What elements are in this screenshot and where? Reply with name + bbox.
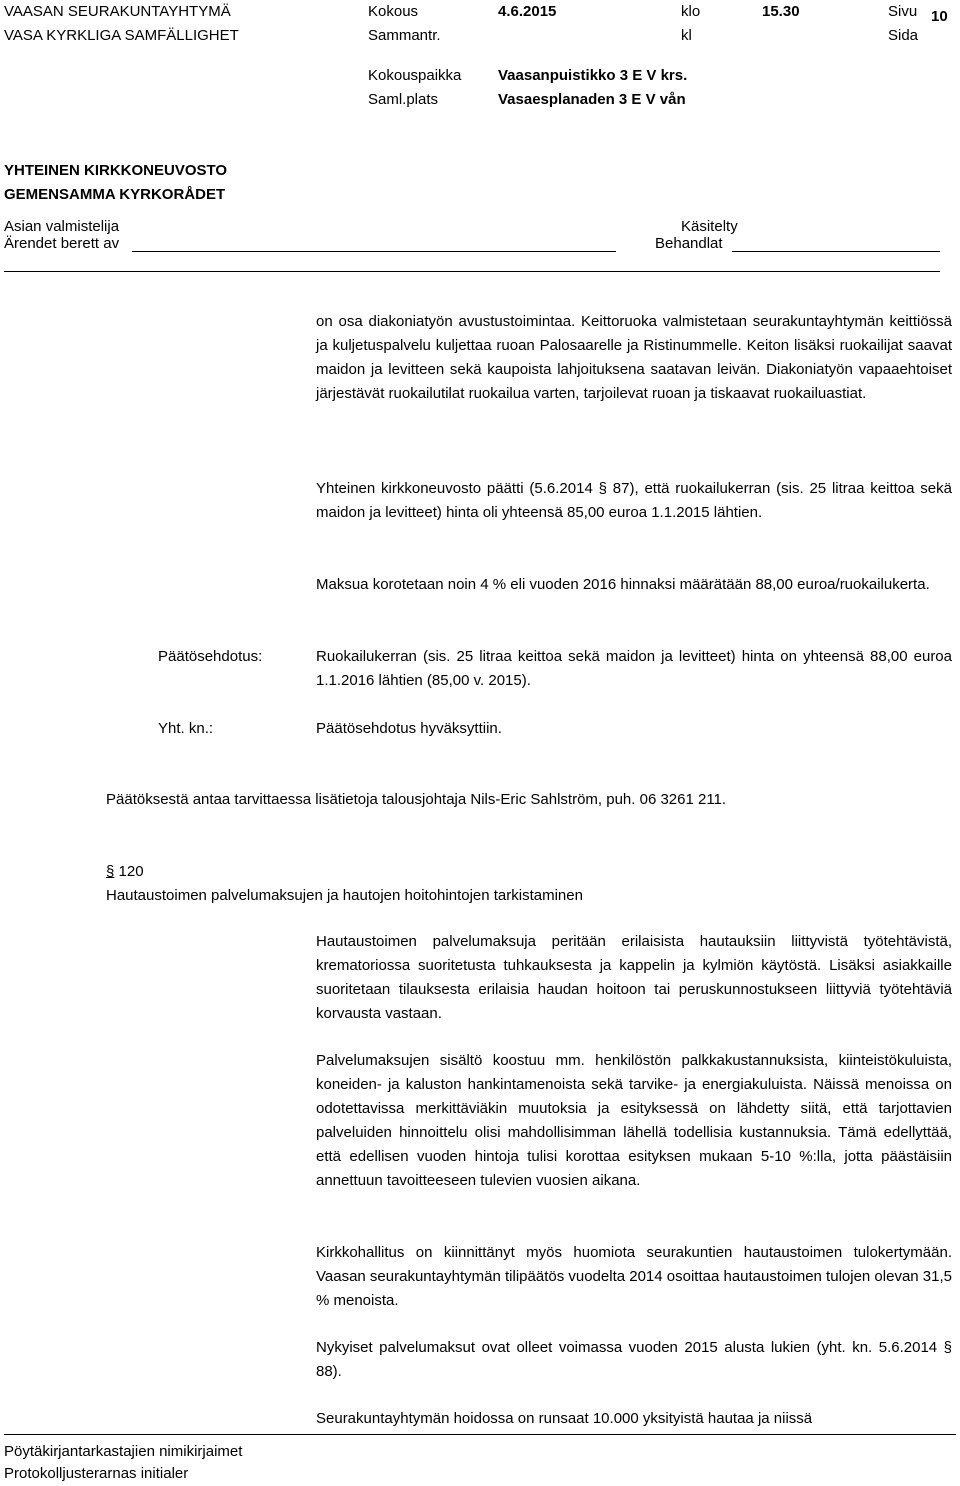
proposal-text: Ruokailukerran (sis. 25 litraa keittoa sekä maidon ja levitteet) hinta on yhteensä 88,00 euroa 1.1.2016 lähtien (85,00 v. 2015). <box>316 648 952 689</box>
body-name-sv: GEMENSAMMA KYRKORÅDET <box>4 186 226 203</box>
section1-paragraph-2: Yhteinen kirkkoneuvosto päätti (5.6.2014 § 87), että ruokailukerran (sis. 25 litraa keittoa sekä maidon ja levitteet) hinta oli yhteensä 85,00 euroa 1.1.2015 lähtien. <box>316 480 952 521</box>
section-mark: § <box>106 863 115 880</box>
section-number: 120 <box>118 863 144 880</box>
proposal-label: Päätösehdotus: <box>158 648 263 665</box>
contact-note: Päätöksestä antaa tarvittaessa lisätietoja talousjohtaja Nils-Eric Sahlström, puh. 06 3261 211. <box>106 791 727 808</box>
section1-paragraph-3: Maksua korotetaan noin 4 % eli vuoden 2016 hinnaksi määrätään 88,00 euroa/ruokailukerta. <box>316 576 930 593</box>
meeting-time: 15.30 <box>762 3 800 20</box>
section1-paragraph-1: on osa diakoniatyön avustustoimintaa. Keittoruoka valmistetaan seurakuntayhtymän keittiössä ja kuljetuspalvelu kuljettaa ruoan Palosaarelle ja Ristinummelle. Keiton lisäksi ruokailijat saavat maidon ja levitteen sekä kaupoista lahjoituksena saatavan leivän. Diakoniatyön vapaaehtoiset järjestävät ruokailutilat ruokailua varten, tarjoilevat ruoan ja tiskaavat ruokailuastiat. <box>316 313 952 402</box>
venue-label-sv: Saml.plats <box>368 91 439 108</box>
page-number: 10 <box>931 8 948 25</box>
venue-sv: Vasaesplanaden 3 E V vån <box>498 91 686 108</box>
footer-label-fi: Pöytäkirjantarkastajien nimikirjaimet <box>4 1443 243 1460</box>
footer-divider <box>4 1434 956 1435</box>
page-label-fi: Sivu <box>888 3 918 20</box>
time-label-fi: klo <box>681 3 701 20</box>
org-name-fi: VAASAN SEURAKUNTAYHTYMÄ <box>4 3 231 20</box>
org-name-sv: VASA KYRKLIGA SAMFÄLLIGHET <box>4 27 239 44</box>
header-divider <box>4 271 940 272</box>
meeting-date: 4.6.2015 <box>498 3 557 20</box>
preparer-underline <box>132 251 616 252</box>
section2-paragraph-5: Seurakuntayhtymän hoidossa on runsaat 10.000 yksityistä hautaa ja niissä <box>316 1410 813 1427</box>
venue-label-fi: Kokouspaikka <box>368 67 462 84</box>
handled-label-sv: Behandlat <box>655 235 723 252</box>
venue-fi: Vaasanpuistikko 3 E V krs. <box>498 67 688 84</box>
section2-paragraph-4: Nykyiset palvelumaksut ovat olleet voimassa vuoden 2015 alusta lukien (yht. kn. 5.6.2014 § 88). <box>316 1339 952 1380</box>
meeting-label-fi: Kokous <box>368 3 419 20</box>
preparer-label-fi: Asian valmistelija <box>4 218 120 235</box>
footer-label-sv: Protokolljusterarnas initialer <box>4 1465 189 1482</box>
preparer-label-sv: Ärendet berett av <box>4 235 120 252</box>
decision-label: Yht. kn.: <box>158 720 214 737</box>
section2-paragraph-2: Palvelumaksujen sisältö koostuu mm. henkilöstön palkkakustannuksista, kiinteistökuluista, koneiden- ja kaluston hankintamenoista sekä tarvike- ja energiakuluista. Näissä menoissa on odotettavissa merkittäviäkin muutoksia ja esityksessä on lähdetty siitä, että tarjottavien palveluiden hinnoittelu olisi mahdollisimman lähellä todellisia kustannuksia. Tämä edellyttää, että edellisen vuoden hintoja tulisi korottaa esityksen mukaan 5-10 %:lla, jotta päästäisiin annettuun tavoitteeseen tulevien vuosien aikana. <box>316 1052 952 1189</box>
handled-label-fi: Käsitelty <box>681 218 738 235</box>
decision-text: Päätösehdotus hyväksyttiin. <box>316 720 502 737</box>
section-title: Hautaustoimen palvelumaksujen ja hautojen hoitohintojen tarkistaminen <box>106 887 583 904</box>
body-name-fi: YHTEINEN KIRKKONEUVOSTO <box>4 162 228 179</box>
section-heading-number <box>106 860 144 884</box>
section2-paragraph-3: Kirkkohallitus on kiinnittänyt myös huomiota seurakuntien hautaustoimen tulokertymään. Vaasan seurakuntayhtymän tilipäätös vuodelta 2014 osoittaa hautaustoimen tulojen olevan 31,5 % menoista. <box>316 1244 952 1309</box>
handled-underline <box>732 251 940 252</box>
section2-paragraph-1: Hautaustoimen palvelumaksuja peritään erilaisista hautauksiin liittyvistä työtehtävistä, krematoriossa suoritetusta tuhkauksesta ja kappelin ja kylmiön käytöstä. Lisäksi asiakkaille suoritetaan tilauksesta erilaisia haudan hoitoon tai peruskunnostukseen liittyviä työtehtäviä korvausta vastaan. <box>316 933 952 1022</box>
time-label-sv: kl <box>681 27 692 44</box>
meeting-label-sv: Sammantr. <box>368 27 441 44</box>
page-label-sv: Sida <box>888 27 919 44</box>
